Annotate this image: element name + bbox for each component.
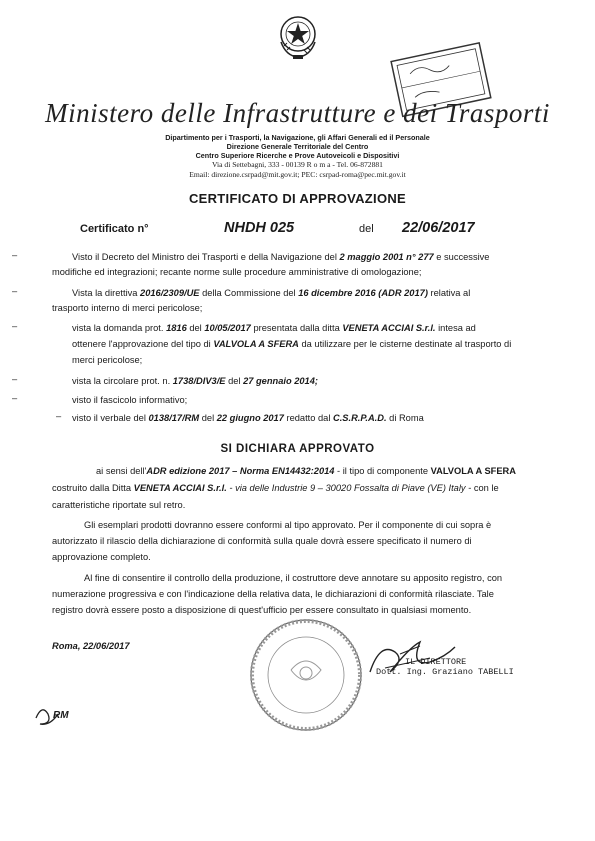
text: ottenere l'approvazione del tipo di: [72, 339, 214, 349]
declaration-heading: SI DICHIARA APPROVATO: [220, 443, 375, 455]
manufacturer-name: VENETA ACCIAI S.r.l.: [133, 483, 227, 493]
premise-directive: [72, 286, 582, 302]
document-title: CERTIFICATO DI APPROVAZIONE: [188, 191, 407, 206]
premise-dossier: visto il fascicolo informativo;: [72, 395, 188, 405]
standard-ref: ADR edizione 2017 – Norma EN14432:2014: [146, 466, 335, 476]
text: vista la domanda prot.: [72, 323, 167, 333]
production-l2: numerazione progressiva e con l'indicazione della relativa data, le dichiarazioni di conformità rilasciate. Tale: [52, 589, 494, 599]
department-line: Dipartimento per i Trasporti, la Navigazione, gli Affari Generali ed il Personale: [165, 133, 430, 142]
text: intesa ad: [435, 323, 476, 333]
text: presentata dalla ditta: [250, 323, 343, 333]
bullet-dash: –: [12, 321, 18, 331]
premise-directive-l2: trasporto interno di merci pericolose;: [52, 303, 203, 313]
premise-application-l2: [72, 337, 582, 353]
premise-report: [72, 411, 572, 427]
premise-decree-l2: modifiche ed integrazioni; recante norme sulle procedure amministrative di omologazione;: [52, 267, 422, 277]
circular-date: 27 gennaio 2014;: [243, 376, 318, 386]
report-number: 0138/17/RM: [148, 413, 200, 423]
text: ai sensi dell': [96, 466, 147, 476]
text: della Commissione del: [199, 288, 299, 298]
text: Visto il Decreto del Ministro dei Trasporti e della Navigazione del: [72, 252, 340, 262]
premise-application: [72, 321, 582, 337]
bullet-dash: –: [12, 393, 18, 403]
text: e successive: [433, 252, 490, 262]
text: visto il verbale del: [72, 413, 149, 423]
bullet-dash: –: [12, 286, 18, 296]
signer-name: Dott. Ing. Graziano TABELLI: [376, 667, 514, 677]
issuing-center: C.S.R.P.A.D.: [333, 413, 387, 423]
ministry-name: Ministero delle Infrastrutture e dei Trasporti: [45, 98, 550, 128]
initials-text: RM: [53, 710, 69, 721]
direction-line: Direzione Generale Territoriale del Centro: [226, 142, 369, 151]
directive-date: 16 dicembre 2016 (ADR 2017): [298, 288, 428, 298]
application-number: 1816: [166, 323, 187, 333]
signer-title: IL DIRETTORE: [405, 657, 467, 667]
text: - il tipo di componente: [334, 466, 431, 476]
text: di Roma: [386, 413, 424, 423]
text: vista la circolare prot. n.: [72, 376, 173, 386]
production-l3: registro dovrà essere posto a disposizione di quest'ufficio per essere consultato in qualsiasi momento.: [52, 605, 472, 615]
decree-ref: 2 maggio 2001 n° 277: [339, 252, 434, 262]
conformity-l2: autorizzato il rilascio della dichiarazione di conformità sulla quale dovrà essere specificato il numero di: [52, 536, 472, 546]
director-signature-icon: [350, 632, 460, 692]
certificate-del-label: del: [359, 223, 374, 235]
premise-circular: [72, 374, 572, 390]
certificate-label: Certificato n°: [80, 223, 149, 235]
bullet-dash: –: [12, 250, 18, 260]
company-name: VENETA ACCIAI S.r.l.: [342, 323, 436, 333]
conformity-l3: approvazione completo.: [52, 552, 151, 562]
text: del: [225, 376, 244, 386]
certificate-number: NHDH 025: [224, 220, 295, 236]
circular-ref: 1738/DIV3/E: [172, 376, 226, 386]
text: redatto dal: [283, 413, 333, 423]
text: da utilizzare per le cisterne destinate al trasporto di: [298, 339, 512, 349]
report-date: 22 giugno 2017: [216, 413, 284, 423]
premise-decree: [72, 250, 572, 266]
official-seal-icon: [246, 615, 366, 735]
directive-ref: 2016/2309/UE: [140, 288, 200, 298]
declaration-line3: caratteristiche riportate sul retro.: [52, 500, 186, 510]
email-line: Email: direzione.csrpad@mit.gov.it; PEC: csrpad-roma@pec.mit.gov.it: [189, 170, 406, 179]
text: costruito dalla Ditta: [52, 483, 134, 493]
text: Vista la direttiva: [72, 288, 141, 298]
manufacturer-address: - via delle Industrie 9 – 30020 Fossalta di Piave (VE) Italy -: [226, 483, 472, 493]
center-line: Centro Superiore Ricerche e Prove Autoveicoli e Dispositivi: [195, 151, 400, 160]
component-name: VALVOLA A SFERA: [430, 466, 516, 476]
place-date: [52, 639, 130, 655]
certificate-date: 22/06/2017: [402, 220, 475, 236]
declaration-line2: [52, 481, 587, 497]
republic-emblem-icon: [276, 12, 320, 60]
component-type: VALVOLA A SFERA: [213, 339, 299, 349]
production-l1: Al fine di consentire il controllo della produzione, il costruttore deve annotare su apposito registro, con: [84, 573, 503, 583]
text: del: [186, 323, 205, 333]
text: relativa al: [427, 288, 471, 298]
text: del: [199, 413, 217, 423]
conformity-l1: Gli esemplari prodotti dovranno essere conformi al tipo approvato. Per il componente di cui sopra è: [84, 520, 492, 530]
application-date: 10/05/2017: [204, 323, 251, 333]
place-date-text: Roma, 22/06/2017: [52, 641, 130, 651]
premise-application-l3: merci pericolose;: [72, 355, 143, 365]
text: con le: [471, 483, 499, 493]
bullet-dash: –: [56, 411, 62, 421]
address-line: Via di Settebagni, 333 - 00139 R o m a - Tel. 06-872881: [212, 160, 383, 169]
bullet-dash: –: [12, 374, 18, 384]
declaration-line1: [96, 464, 586, 480]
